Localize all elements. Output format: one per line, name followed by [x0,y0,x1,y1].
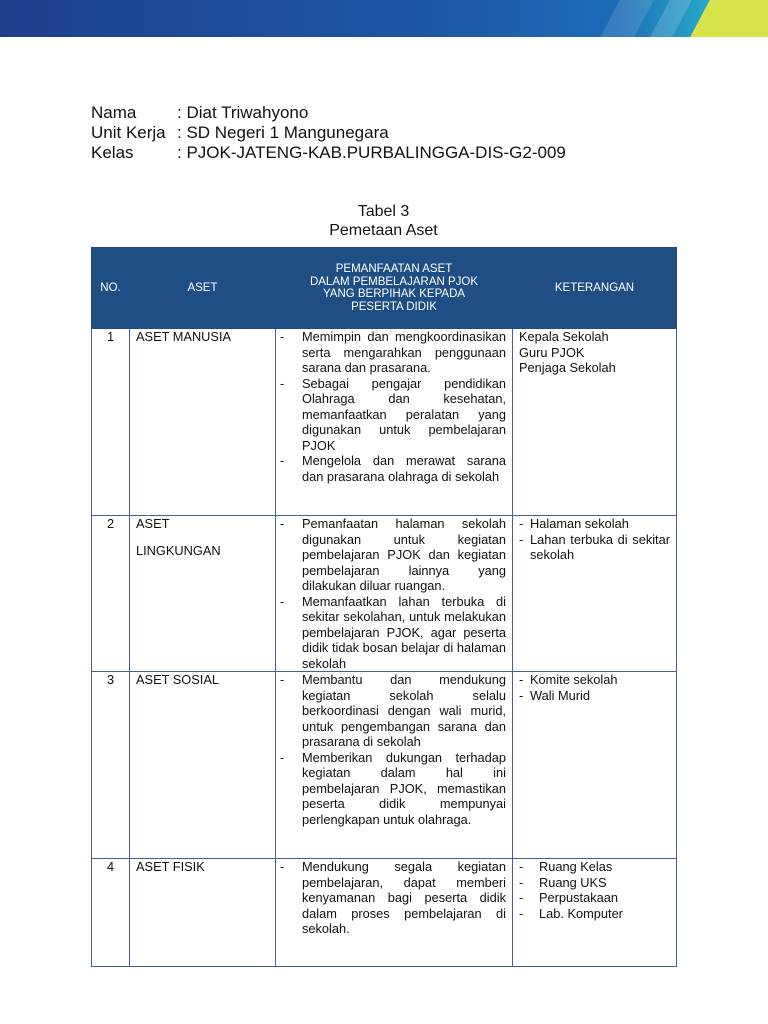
table-row [92,672,677,859]
table-header-row [92,248,677,329]
asset-name: ASET FISIK [130,859,276,967]
asset-table [91,247,677,967]
column-header-pemanfaatan: PEMANFAATAN ASET DALAM PEMBELAJARAN PJOK YANG BERPIHAK KEPADA PESERTA DIDIK [276,248,513,329]
column-header-no: NO. [92,248,130,329]
column-header-keterangan: KETERANGAN [513,248,677,329]
kelas-value: : PJOK-JATENG-KAB.PURBALINGGA-DIS-G2-009 [177,143,566,162]
note-item: - Halaman sekolah [519,516,629,531]
note-item: - Perpustakaan [519,890,618,905]
row-number: 2 [92,516,130,672]
row-number: 3 [92,672,130,859]
table-row [92,859,677,967]
note-item: - Lahan terbuka di sekitar sekolah [519,531,670,562]
asset-notes [513,672,677,859]
asset-notes [513,329,677,516]
list-item: - Memimpin dan mengkoordinasikan serta mengarahkan penggunaan sarana dan prasarana. [280,329,506,375]
asset-usage [276,859,513,967]
asset-notes [513,516,677,672]
list-item: - Pemanfaatan halaman sekolah digunakan untuk kegiatan pembelajaran PJOK dan kegiatan pembelajaran lainnya yang dilakukan diluar ruangan. [280,516,506,593]
asset-name: ASET MANUSIA [130,329,276,516]
table-row [92,516,677,672]
asset-name: ASET SOSIAL [130,672,276,859]
header-banner [0,0,768,37]
kelas-label: Kelas [91,143,134,162]
asset-usage [276,516,513,672]
list-item: - Memanfaatkan lahan terbuka di sekitar sekolahan, untuk melakukan pembelajaran PJOK, agar peserta didik tidak bosan belajar di halaman sekolah [280,593,506,671]
note-item: Guru PJOK [519,344,585,360]
nama-value: : Diat Triwahyono [177,103,309,122]
row-number: 1 [92,329,130,516]
banner-stripe [600,0,654,37]
row-number: 4 [92,859,130,967]
nama-label: Nama [91,103,137,122]
note-item: - Ruang UKS [519,874,607,890]
asset-notes [513,859,677,967]
note-item: Penjaga Sekolah [519,360,616,375]
list-item: - Sebagai pengajar pendidikan Olahraga dan kesehatan, memanfaatkan peralatan yang digunakan untuk pembelajaran PJOK [280,375,506,453]
table-caption [91,202,676,240]
table-row [92,329,677,516]
list-item: - Mendukung segala kegiatan pembelajaran, dapat memberi kenyamanan bagi peserta didik dalam proses pembelajaran di sekolah. [280,859,506,936]
list-item: - Memberikan dukungan terhadap kegiatan dalam hal ini pembelajaran PJOK, memastikan peserta didik mempunyai perlengkapan untuk olahraga. [280,749,506,827]
note-item: - Wali Murid [519,687,590,703]
banner-accent [690,0,768,37]
unit-label: Unit Kerja [91,123,166,142]
column-header-aset: ASET [130,248,276,329]
asset-name: ASET LINGKUNGAN [130,516,276,672]
unit-row [91,123,566,143]
list-item: - Mengelola dan merawat sarana dan prasarana olahraga di sekolah [280,453,506,484]
unit-value: : SD Negeri 1 Mangunegara [177,123,389,142]
asset-usage [276,672,513,859]
note-item: - Komite sekolah [519,672,618,687]
identity-block [91,103,566,163]
kelas-row [91,143,566,163]
asset-usage [276,329,513,516]
caption-title: Tabel 3 [357,203,410,220]
note-item: Kepala Sekolah [519,329,609,344]
nama-row [91,103,566,123]
caption-subtitle: Pemetaan Aset [329,222,438,239]
note-item: - Lab. Komputer [519,905,623,921]
banner-stripe [650,0,692,37]
note-item: - Ruang Kelas [519,859,613,874]
list-item: - Membantu dan mendukung kegiatan sekolah selalu berkoordinasi dengan wali murid, untuk pengembangan sarana dan prasarana di sekolah [280,672,506,749]
